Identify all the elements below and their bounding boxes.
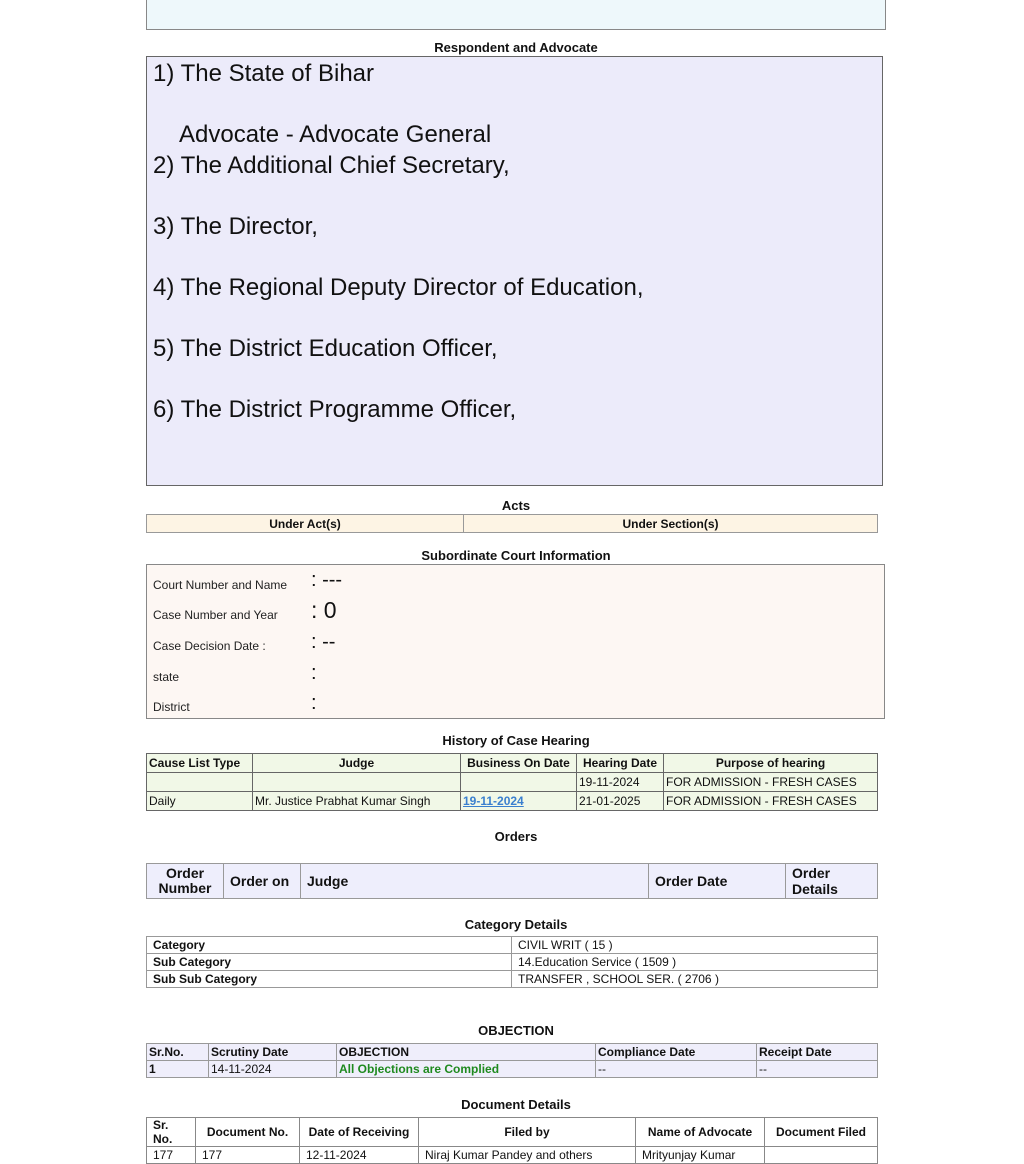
history-header-judge: Judge — [253, 754, 461, 773]
history-header-business: Business On Date — [461, 754, 577, 773]
history-cell-type — [147, 773, 253, 792]
objection-cell-compliance: -- — [596, 1061, 757, 1078]
table-row — [147, 1147, 878, 1164]
objection-table — [146, 1043, 878, 1078]
objection-cell-receipt: -- — [757, 1061, 878, 1078]
category-value: CIVIL WRIT ( 15 ) — [512, 937, 878, 954]
sub-label-case: Case Number and Year — [153, 608, 278, 622]
acts-title: Acts — [501, 498, 531, 513]
respondent-advocate: Advocate - Advocate General — [179, 121, 492, 148]
respondent-line: 6) The District Programme Officer, — [153, 395, 517, 423]
documents-cell-sr: 177 — [147, 1147, 196, 1164]
orders-table — [146, 863, 878, 899]
sub-value-state: : — [311, 662, 317, 684]
sub-label-state: state — [153, 670, 180, 684]
sub-value-district: : — [311, 692, 317, 714]
respondent-box — [146, 56, 883, 486]
objection-cell-scrutiny: 14-11-2024 — [209, 1061, 337, 1078]
business-date-link[interactable]: 19-11-2024 — [463, 794, 524, 808]
history-cell-hearing: 19-11-2024 — [577, 773, 664, 792]
history-cell-business — [461, 792, 577, 811]
sub-value-case: : 0 — [311, 597, 337, 623]
acts-header-act: Under Act(s) — [147, 515, 464, 533]
orders-header-on: Order on — [224, 864, 301, 899]
history-title: History of Case Hearing — [442, 733, 590, 748]
category-label: Category — [147, 937, 512, 954]
table-row — [147, 971, 878, 988]
history-header-type: Cause List Type — [147, 754, 253, 773]
orders-header-details: Order Details — [786, 864, 878, 899]
objection-title: OBJECTION — [478, 1023, 554, 1038]
documents-cell-advocate: Mrityunjay Kumar — [636, 1147, 765, 1164]
petitioner-box-bottom — [146, 0, 886, 30]
table-row — [147, 792, 878, 811]
table-row — [147, 773, 878, 792]
category-label: Sub Sub Category — [147, 971, 512, 988]
documents-title: Document Details — [461, 1097, 571, 1112]
category-label: Sub Category — [147, 954, 512, 971]
documents-cell-docno: 177 — [196, 1147, 300, 1164]
history-cell-hearing: 21-01-2025 — [577, 792, 664, 811]
documents-cell-filed — [765, 1147, 878, 1164]
table-row — [147, 954, 878, 971]
orders-header-date: Order Date — [649, 864, 786, 899]
objection-cell-sr: 1 — [147, 1061, 209, 1078]
respondent-line: 4) The Regional Deputy Director of Education, — [153, 273, 644, 301]
documents-header-filedby: Filed by — [419, 1118, 636, 1147]
objection-header-sr: Sr.No. — [147, 1044, 209, 1061]
history-cell-purpose: FOR ADMISSION - FRESH CASES — [664, 773, 878, 792]
history-header-hearing: Hearing Date — [577, 754, 664, 773]
acts-header-section: Under Section(s) — [464, 515, 878, 533]
sub-label-district: District — [153, 700, 190, 714]
objection-cell-objection: All Objections are Complied — [337, 1061, 596, 1078]
subordinate-box — [146, 564, 885, 719]
category-value: 14.Education Service ( 1509 ) — [512, 954, 878, 971]
acts-table — [146, 514, 878, 533]
table-row — [147, 937, 878, 954]
category-title: Category Details — [464, 917, 568, 932]
orders-header-number: Order Number — [147, 864, 224, 899]
history-cell-business — [461, 773, 577, 792]
sub-value-court: : --- — [311, 569, 343, 591]
category-table — [146, 936, 878, 988]
objection-header-scrutiny: Scrutiny Date — [209, 1044, 337, 1061]
objection-header-objection: OBJECTION — [337, 1044, 596, 1061]
orders-title: Orders — [494, 829, 538, 844]
sub-label-decision: Case Decision Date : — [153, 639, 266, 653]
history-cell-type: Daily — [147, 792, 253, 811]
orders-header-judge: Judge — [301, 864, 649, 899]
respondent-line: 5) The District Education Officer, — [153, 334, 498, 362]
sub-value-decision: : -- — [311, 631, 336, 653]
history-cell-judge: Mr. Justice Prabhat Kumar Singh — [253, 792, 461, 811]
category-value: TRANSFER , SCHOOL SER. ( 2706 ) — [512, 971, 878, 988]
documents-header-filed: Document Filed — [765, 1118, 878, 1147]
documents-cell-date: 12-11-2024 — [300, 1147, 419, 1164]
objection-header-receipt: Receipt Date — [757, 1044, 878, 1061]
respondent-line: 1) The State of Bihar — [153, 60, 375, 87]
objection-header-compliance: Compliance Date — [596, 1044, 757, 1061]
table-row — [147, 1061, 878, 1078]
documents-table — [146, 1117, 878, 1164]
history-table — [146, 753, 878, 811]
history-header-purpose: Purpose of hearing — [664, 754, 878, 773]
history-cell-purpose: FOR ADMISSION - FRESH CASES — [664, 792, 878, 811]
documents-header-sr: Sr. No. — [147, 1118, 196, 1147]
history-cell-judge — [253, 773, 461, 792]
respondent-line: 3) The Director, — [153, 212, 318, 240]
subordinate-title: Subordinate Court Information — [421, 548, 611, 563]
documents-header-date: Date of Receiving — [300, 1118, 419, 1147]
documents-cell-filedby: Niraj Kumar Pandey and others — [419, 1147, 636, 1164]
sub-label-court: Court Number and Name — [153, 578, 288, 592]
respondent-title: Respondent and Advocate — [434, 40, 598, 55]
documents-header-advocate: Name of Advocate — [636, 1118, 765, 1147]
respondent-line: 2) The Additional Chief Secretary, — [153, 151, 510, 179]
documents-header-docno: Document No. — [196, 1118, 300, 1147]
